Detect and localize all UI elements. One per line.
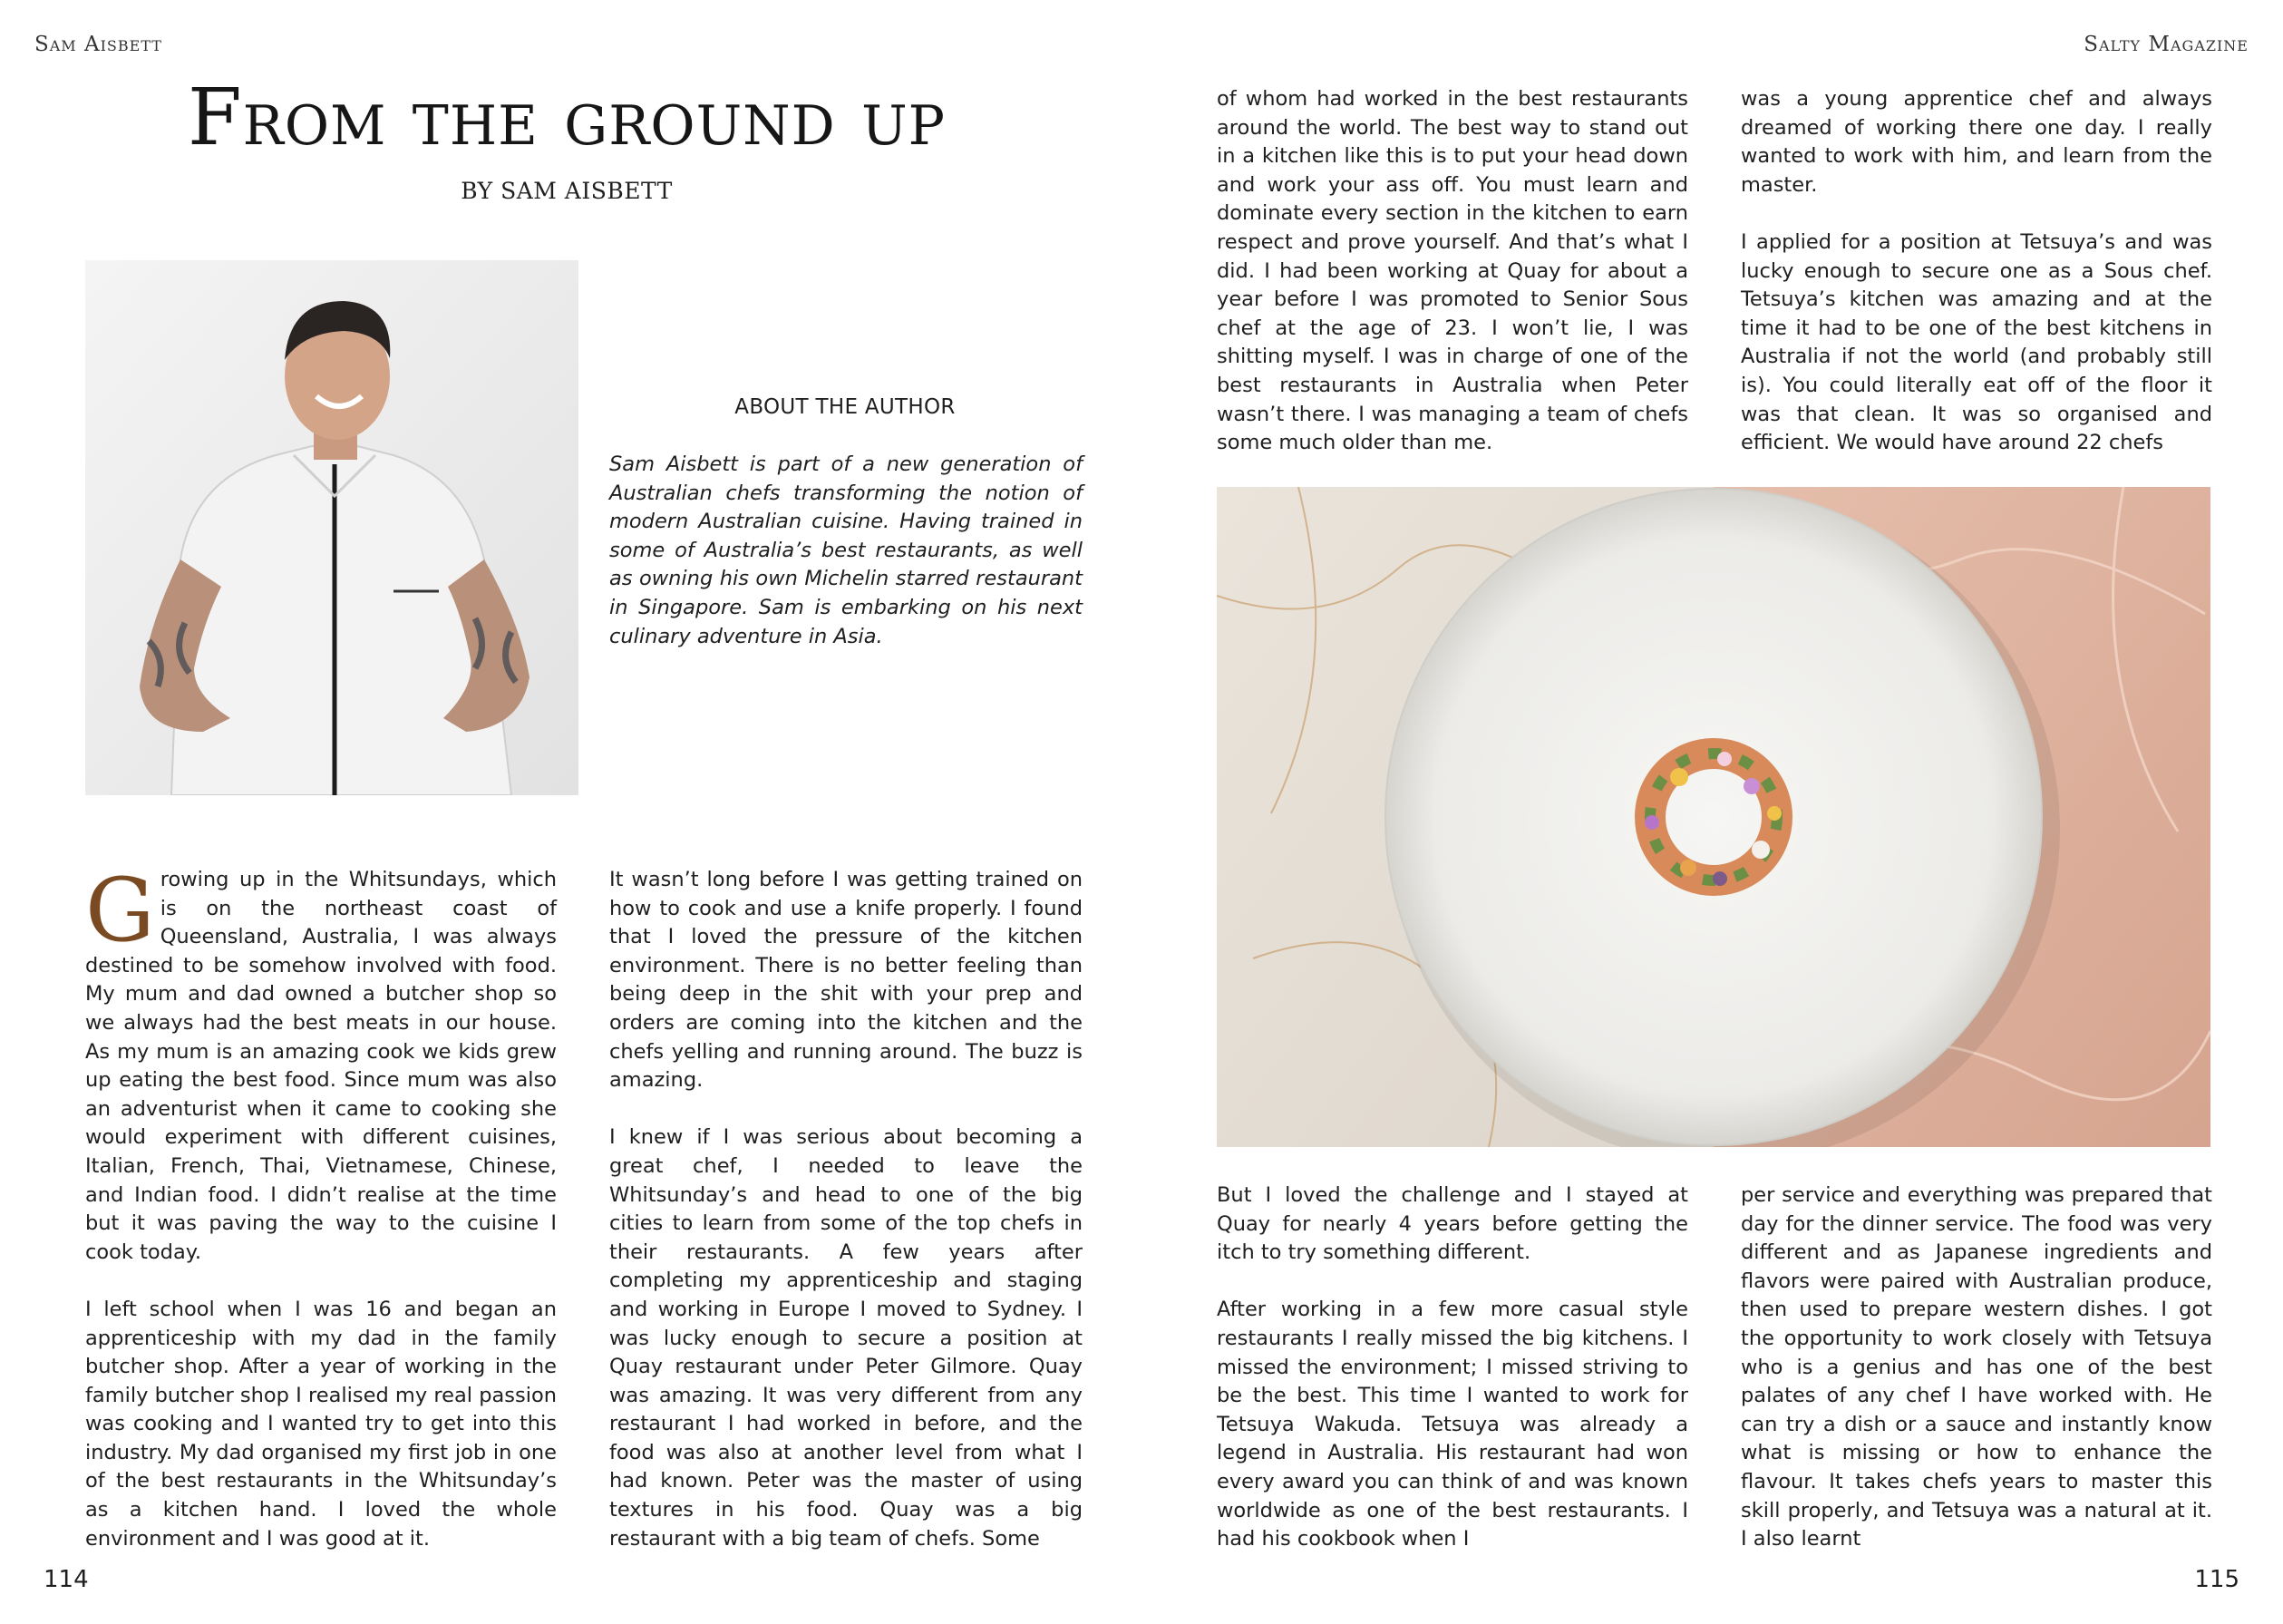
page-number-right: 115 [2194, 1566, 2239, 1593]
paragraph: But I loved the challenge and I stayed at Quay for nearly 4 years before getting the itch to try something different. [1217, 1183, 1688, 1265]
running-header-magazine: Salty Magazine [2084, 33, 2249, 56]
article-column-3-top [1217, 85, 1688, 458]
article-byline: BY SAM AISBETT [461, 178, 673, 204]
paragraph: per service and everything was prepared that day for the dinner service. The food was very different and as Japanese ingredients and flavors were paired with Australian produce, then used to prepare western dishes. I got the opportunity to work closely with Tetsuya who is a genius and has one of the best palates of any chef I have worked with. He can try a dish or a sauce and instantly know what is missing or how to enhance the flavour. It takes chefs years to master this skill properly, and Tetsuya was a natural at it. I also learnt [1741, 1183, 2212, 1551]
paragraph: After working in a few more casual style restaurants I really missed the big kitchens. I missed the environment; I missed striving to be the best. This time I wanted to work for Tetsuya Wakuda. Tetsuya was already a legend in Australia. His restaurant had won every award you can think of and was known worldwide as one of the best restaurants. I had his cookbook when I [1217, 1298, 1688, 1551]
paragraph: I knew if I was serious about becoming a great chef, I needed to leave the Whitsunday’s and head to one of the big cities to learn from some of the top chefs in their restaurants. A few years after completing my apprenticeship and staging and working in Europe I moved to Sydney. I was lucky enough to secure a position at Quay restaurant under Peter Gilmore. Quay was amazing. It was very different from any restaurant I had worked in before, and the food was also at another level from what I had known. Peter was the master of using textures in his food. Quay was a big restaurant with a big team of chefs. Some [609, 1125, 1083, 1551]
article-column-3-bottom [1217, 1182, 1688, 1554]
page-number-left: 114 [44, 1566, 89, 1593]
drop-cap: G [85, 860, 155, 961]
article-column-4-top [1741, 85, 2212, 458]
about-author-heading: ABOUT THE AUTHOR [734, 395, 956, 419]
paragraph: It wasn’t long before I was getting trained on how to cook and use a knife properly. I found that I loved the pressure of the kitchen environment. There is no better feeling than being deep in the shit with your prep and orders are coming into the kitchen and the chefs yelling and running around. The buzz is amazing. [609, 868, 1083, 1093]
running-header-author: Sam Aisbett [34, 33, 162, 56]
food-plate-image [1217, 487, 2210, 1147]
paragraph-text: rowing up in the Whitsundays, which is on the northeast coast of Queensland, Australia, I was always destined to be somehow involved with food. My mum and dad owned a butcher shop so we always had the best meats in our house. As my mum is an amazing cook we kids grew up eating the best food. Since mum was also an adventurist when it came to cooking she would experiment with different cuisines, Italian, French, Thai, Vietnamese, Chinese, and Indian food. I didn’t realise at the time but it was paving the way to the cuisine I cook today. [85, 868, 557, 1264]
paragraph: was a young apprentice chef and always dreamed of working there one day. I really wanted to work with him, and learn from the master. [1741, 87, 2212, 197]
article-column-4-bottom [1741, 1182, 2212, 1554]
paragraph: I applied for a position at Tetsuya’s and was lucky enough to secure one as a Sous chef. Tetsuya’s kitchen was amazing and at the time it had to be one of the best kitchens in Australia if not the world (and probably still is). You could literally eat off of the floor it was that clean. It was so organised and efficient. We would have around 22 chefs [1741, 229, 2212, 455]
article-title: From the ground up [187, 73, 947, 163]
author-portrait-image [85, 260, 578, 795]
article-column-2 [609, 866, 1083, 1553]
paragraph: I left school when I was 16 and began an apprenticeship with my dad in the family butcher shop. After a year of working in the family butcher shop I realised my real passion was cooking and I wanted try to get into this industry. My dad organised my first job in one of the best restaurants in the Whitsunday’s as a kitchen hand. I loved the whole environment and I was good at it. [85, 1297, 557, 1551]
article-column-1 [85, 860, 557, 1553]
paragraph [85, 860, 557, 1267]
paragraph: of whom had worked in the best restaurants around the world. The best way to stand out in a kitchen like this is to put your head down and work your ass off. You must learn and dominate every section in the kitchen to earn respect and prove yourself. And that’s what I did. I had been working at Quay for about a year before I was promoted to Senior Sous chef at the age of 23. I won’t lie, I was shitting myself. I was in charge of one of the best restaurants in Australia when Peter wasn’t there. I was managing a team of chefs some much older than me. [1217, 87, 1688, 455]
about-author-text: Sam Aisbett is part of a new generation of Australian chefs transforming the notion of modern Australian cuisine. Having trained in some of Australia’s best restaurants, as well as owning his own Michelin starred restaurant in Singapore. Sam is embarking on his next culinary adventure in Asia. [609, 452, 1083, 648]
